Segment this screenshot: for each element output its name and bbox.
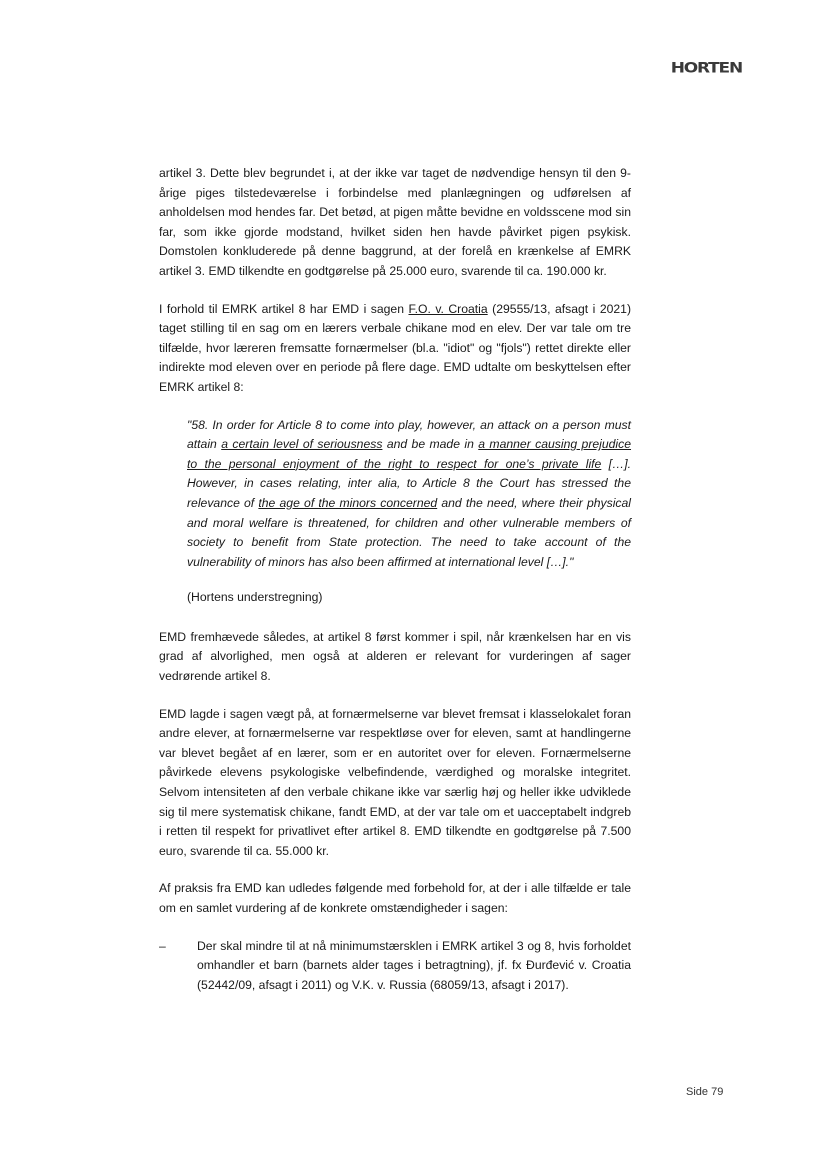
bullet-dash: – xyxy=(159,938,166,953)
quote-underline-1: a certain level of seriousness xyxy=(221,437,383,452)
paragraph-5: Af praksis fra EMD kan udledes følgende med forbehold for, at der i alle tilfælde er tale om en samlet vurdering af de konkrete omstændigheder i sagen: xyxy=(159,881,631,915)
paragraph-2 xyxy=(159,300,631,398)
quote-underline-2: a manner causing prejudice to the personal enjoyment of the right to respect for one’s private life xyxy=(187,437,632,471)
paragraph-2-text-a: I forhold til EMRK artikel 8 har EMD i sagen xyxy=(159,301,409,316)
quote-text-3: […]. However, in cases relating, inter alia, to Article 8 the Court has stressed the relevance of xyxy=(187,456,632,510)
paragraph-4: EMD lagde i sagen vægt på, at fornærmelserne var blevet fremsat i klasselokalet foran andre elever, at fornærmelserne var respektløse over for eleven, samt at handlingerne var blevet begået af en lærer, som er en autoritet over for eleven. Fornærmelserne påvirkede elevens psykologiske velbefindende, værdighed og moralske integritet. Selvom intensiteten af den verbale chikane ikke var særlig høj og heller ikke udviklede sig til mere systematisk chikane, fandt EMD, at der var tale om et uacceptabelt indgreb i retten til respekt for privatlivet efter artikel 8. EMD tilkendte en godtgørelse på 7.500 euro, svarende til ca. 55.000 kr. xyxy=(159,706,631,858)
quote-text-2: and be made in xyxy=(382,437,479,452)
page-number: Side 79 xyxy=(686,1086,724,1098)
bullet-text: Der skal mindre til at nå minimumstærsklen i EMRK artikel 3 og 8, hvis forholdet omhandler et barn (barnets alder tages i betragtning), jf. fx Đurđević v. Croatia (52442/09, afsagt i 2011) og V.K. v. Russia (68059/13, afsagt i 2017). xyxy=(197,938,631,992)
horten-logo: HORTEN xyxy=(670,59,742,77)
quote-text-1: "58. In order for Article 8 to come into play, however, an attack on a person must attain xyxy=(187,417,631,452)
document-body xyxy=(159,164,631,995)
case-reference-link: F.O. v. Croatia xyxy=(408,301,488,316)
paragraph-2-text-b: (29555/13, afsagt i 2021) taget stilling til en sag om en lærers verbale chikane mod en elev. Der var tale om tre tilfælde, hvor læreren fremsatte fornærmelser (bl.a. "idiot" og "fjols") rettet direkte eller indirekte mod eleven over en periode på flere dage. EMD udtalte om beskyttelsen efter EMRK artikel 8: xyxy=(159,301,632,394)
paragraph-1: artikel 3. Dette blev begrundet i, at der ikke var taget de nødvendige hensyn til den 9-årige piges tilstedeværelse i forbindelse med planlægningen og udførelsen af anholdelsen mod hendes far. Det betød, at pigen måtte bevidne en voldsscene mod sin far, som ikke gjorde modstand, hvilket siden hen havde påvirket pigen psykisk. Domstolen konkluderede på denne baggrund, at der forelå en krænkelse af EMRK artikel 3. EMD tilkendte en godtgørelse på 25.000 euro, svarende til ca. 190.000 kr. xyxy=(159,166,631,278)
block-quote xyxy=(187,416,631,573)
quote-underline-3: the age of the minors concerned xyxy=(258,495,438,510)
list-item xyxy=(159,937,631,996)
emphasis-note: (Hortens understregning) xyxy=(187,590,323,605)
paragraph-3: EMD fremhævede således, at artikel 8 først kommer i spil, når krænkelsen har en vis grad af alvorlighed, men også at alderen er relevant for vurderingen af sager vedrørende artikel 8. xyxy=(159,629,631,684)
quote-text-4: and the need, where their physical and moral welfare is threatened, for children and other vulnerable members of society to benefit from State protection. The need to take account of the vulnerability of minors has also been affirmed at international level […]." xyxy=(187,495,632,569)
